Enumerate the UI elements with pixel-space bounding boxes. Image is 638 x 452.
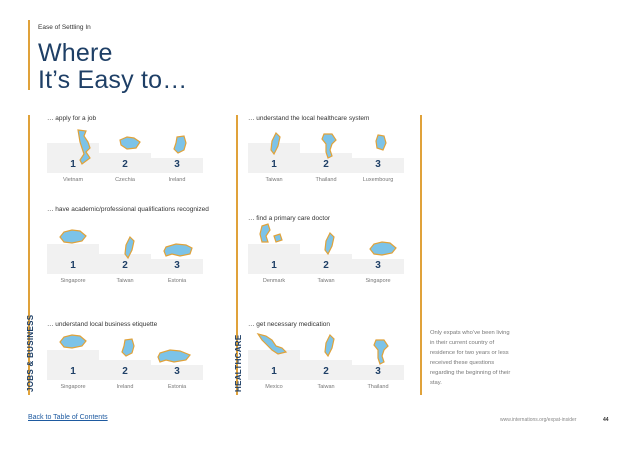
- country-denmark: Denmark: [262, 278, 286, 284]
- rank-1: 1: [70, 159, 76, 170]
- country-vietnam: Vietnam: [62, 177, 84, 183]
- map-taiwan: [322, 232, 336, 256]
- rank-2: 2: [323, 260, 329, 271]
- map-taiwan: [322, 334, 336, 358]
- rank-3: 3: [174, 260, 180, 271]
- question-apply-job: … apply for a job: [47, 115, 97, 122]
- map-singapore: [58, 333, 88, 351]
- rank-1: 1: [271, 159, 277, 170]
- map-taiwan: [122, 236, 136, 260]
- country-estonia: Estonia: [167, 278, 187, 284]
- jobs-business-label: JOBS & BUSINESS: [26, 314, 35, 392]
- rank-1: 1: [70, 260, 76, 271]
- footer-url: www.internations.org/expat-insider: [500, 417, 577, 423]
- map-czechia: [118, 135, 142, 151]
- rank-1: 1: [70, 366, 76, 377]
- rank-2: 2: [122, 260, 128, 271]
- country-thailand: Thailand: [367, 384, 389, 390]
- question-medication: … get necessary medication: [248, 321, 331, 328]
- country-singapore: Singapore: [60, 278, 86, 284]
- country-singapore: Singapore: [60, 384, 86, 390]
- map-ireland: [120, 338, 136, 358]
- map-vietnam: [74, 128, 96, 166]
- country-thailand: Thailand: [315, 177, 337, 183]
- map-luxembourg: [374, 134, 388, 152]
- title-line-1: Where: [38, 39, 113, 67]
- country-singapore: Singapore: [365, 278, 391, 284]
- right-accent-line: [420, 115, 422, 395]
- back-to-toc-link[interactable]: Back to Table of Contents: [28, 414, 108, 421]
- country-taiwan: Taiwan: [265, 177, 283, 183]
- page-title: [38, 40, 187, 94]
- question-healthcare-system: … understand the local healthcare system: [248, 115, 370, 122]
- question-business-etiquette: … understand local business etiquette: [47, 321, 158, 328]
- section-label: Ease of Settling In: [38, 24, 91, 31]
- page-number: 44: [603, 417, 609, 423]
- country-luxembourg: Luxembourg: [362, 177, 394, 183]
- header-accent-line: [28, 20, 30, 90]
- rank-2: 2: [122, 159, 128, 170]
- rank-3: 3: [375, 260, 381, 271]
- country-estonia: Estonia: [167, 384, 187, 390]
- country-ireland: Ireland: [116, 384, 134, 390]
- rank-3: 3: [174, 159, 180, 170]
- rank-3: 3: [375, 366, 381, 377]
- country-taiwan: Taiwan: [317, 278, 335, 284]
- side-note: Only expats who’ve been living in their current country of residence for two years or less received these questions regarding the beginning of their stay.: [430, 330, 511, 386]
- map-taiwan: [268, 132, 282, 156]
- map-mexico: [256, 332, 288, 356]
- rank-2: 2: [323, 366, 329, 377]
- question-primary-care: … find a primary care doctor: [248, 215, 331, 222]
- healthcare-label: HEALTHCARE: [234, 334, 243, 392]
- country-taiwan: Taiwan: [317, 384, 335, 390]
- question-qualifications: … have academic/professional qualifications recognized: [47, 206, 209, 213]
- rank-2: 2: [122, 366, 128, 377]
- map-thailand: [320, 132, 338, 160]
- map-singapore: [58, 228, 88, 246]
- rank-1: 1: [271, 260, 277, 271]
- map-estonia: [162, 242, 194, 258]
- map-ireland: [172, 135, 188, 155]
- map-thailand: [372, 338, 390, 366]
- country-mexico: Mexico: [265, 384, 283, 390]
- map-singapore: [368, 240, 398, 258]
- rank-3: 3: [174, 366, 180, 377]
- map-denmark: [258, 222, 286, 248]
- country-czechia: Czechia: [115, 177, 135, 183]
- map-estonia: [156, 348, 192, 364]
- rank-3: 3: [375, 159, 381, 170]
- country-taiwan: Taiwan: [116, 278, 134, 284]
- rank-2: 2: [323, 159, 329, 170]
- title-line-2: It’s Easy to…: [38, 66, 188, 94]
- country-ireland: Ireland: [168, 177, 186, 183]
- rank-1: 1: [271, 366, 277, 377]
